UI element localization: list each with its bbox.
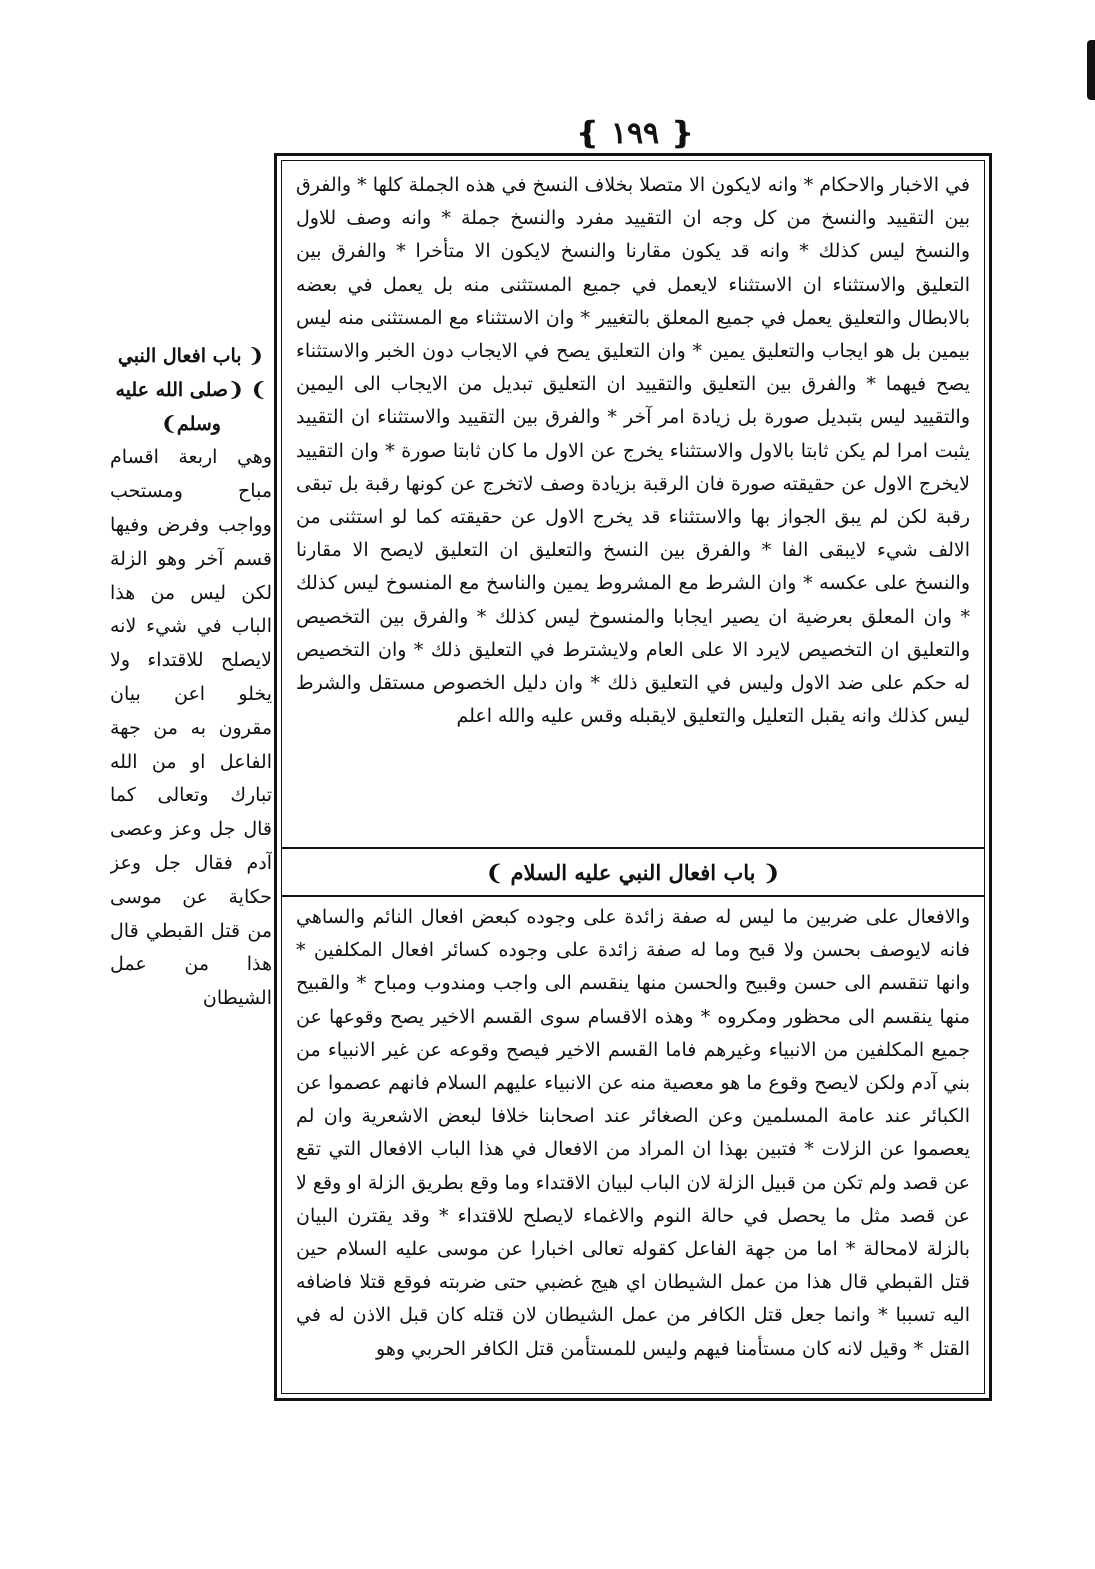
- section-heading: ❨ باب افعال النبي عليه السلام ❩: [485, 860, 781, 885]
- main-text-block-1: في الاخبار والاحكام * وانه لايكون الا متصلا بخلاف النسخ في هذه الجملة كلها * والفرق بين التقييد والنسخ من كل وجه ان التقييد مفرد والنسخ جملة * وانه وصف للاول والنسخ ليس كذلك * وانه قد يكون مقارنا والنسخ لايكون الا متأخرا * والفرق بين التعليق والاستثناء ان الاستثناء لايعمل في جميع المستثنى منه بل يعمل في بعضه بالابطال والتعليق يعمل في جميع المعلق بالتغيير * وان الاستثناء مع المستثنى منه ليس بيمين بل هو ايجاب والتعليق يمين * وان التعليق يصح في الايجاب دون الخبر والاستثناء يصح فيهما * والفرق بين التعليق والتقييد ان التعليق تبديل من الايجاب الى اليمين والتقييد ليس بتبديل صورة بل زيادة امر آخر * والفرق بين التقييد والاستثناء ان التقييد يثبت امرا لم يكن ثابتا بالاول والاستثناء يخرج عن الاول ما كان ثابتا صورة * وان التقييد لايخرج الاول عن حقيقته صورة فان الرقبة بزيادة وصف لاتخرج عن كونها رقبة بل تبقى رقبة لكن لم يبق الجواز بها والاستثناء قد يخرج الاول عن حقيقته كما لو استثنى من الالف شيء لايبقى الفا * والفرق بين النسخ والتعليق ان التعليق لايصح الا مقارنا والنسخ على عكسه * وان الشرط مع المشروط يمين والناسخ مع المنسوخ ليس كذلك * وان المعلق بعرضية ان يصير ايجابا والمنسوخ ليس كذلك * والفرق بين التخصيص والتعليق ان التخصيص لايرد الا على العام ولايشترط في التعليق ذلك * وان التخصيص له حكم على ضد الاول وليس في التعليق ذلك * وان دليل الخصوص مستقل والشرط ليس كذلك وانه يقبل التعليل والتعليق لايقبله وقس عليه والله اعلم: [296, 174, 970, 728]
- inner-frame: [281, 160, 985, 1394]
- main-text-frame: [274, 153, 992, 1401]
- page-number: ❴ ١٩٩ ❵: [575, 116, 695, 151]
- heading-divider-top: [282, 847, 984, 849]
- page-edge-mark: [1087, 40, 1095, 100]
- heading-divider-bottom: [282, 895, 984, 897]
- margin-note-title: ❨ باب افعال النبي ❩ ❨صلى الله عليه وسلم❩: [115, 345, 267, 435]
- margin-note: [110, 340, 272, 1040]
- main-text-block-2: والافعال على ضربين ما ليس له صفة زائدة على وجوده كبعض افعال النائم والساهي فانه لايوصف بحسن ولا قبح وما له صفة زائدة على وجوده كسائر افعال المكلفين * وانها تنقسم الى حسن وقبيح والحسن منها ينقسم الى واجب ومندوب ومباح * والقبيح منها ينقسم الى محظور ومكروه * وهذه الاقسام سوى القسم الاخير يصح وقوعها عن جميع المكلفين من الانبياء وغيرهم فاما القسم الاخير فيصح وقوعه عن غير الانبياء من بني آدم ولكن لايصح وقوع ما هو معصية منه عن الانبياء عليهم السلام فانهم عصموا عن الكبائر عند عامة المسلمين وعن الصغائر عند اصحابنا خلافا لبعض الاشعرية وان لم يعصموا عن الزلات * فتبين بهذا ان المراد من الافعال في هذا الباب الافعال التي تقع عن قصد ولم تكن من قبيل الزلة لان الباب لبيان الاقتداء وما وقع بطريق الزلة او وقع لا عن قصد مثل ما يحصل في حالة النوم والاغماء لايصلح للاقتداء * وقد يقترن البيان بالزلة لامحالة * اما من جهة الفاعل كقوله تعالى اخبارا عن موسى عليه السلام حين قتل القبطي قال هذا من عمل الشيطان اي هيج غضبي حتى ضربته فوقع قتلا فاضافه اليه تسببا * وانما جعل قتل الكافر من عمل الشيطان لان قتله كان قبل الاذن له في القتل * وقيل لانه كان مستأمنا فيهم وليس للمستأمن قتل الكافر الحربي وهو: [296, 906, 970, 1360]
- margin-note-text: وهي اربعة اقسام مباح ومستحب وواجب وفرض وفيها قسم آخر وهو الزلة لكن ليس من هذا الباب في شيء لانه لايصلح للاقتداء ولا يخلو اعن بيان مقرون به من جهة الفاعل او من الله تبارك وتعالى كما قال جل وعز وعصى آدم فقال جل وعز حكاية عن موسى من قتل القبطي قال هذا من عمل الشيطان: [110, 446, 272, 1010]
